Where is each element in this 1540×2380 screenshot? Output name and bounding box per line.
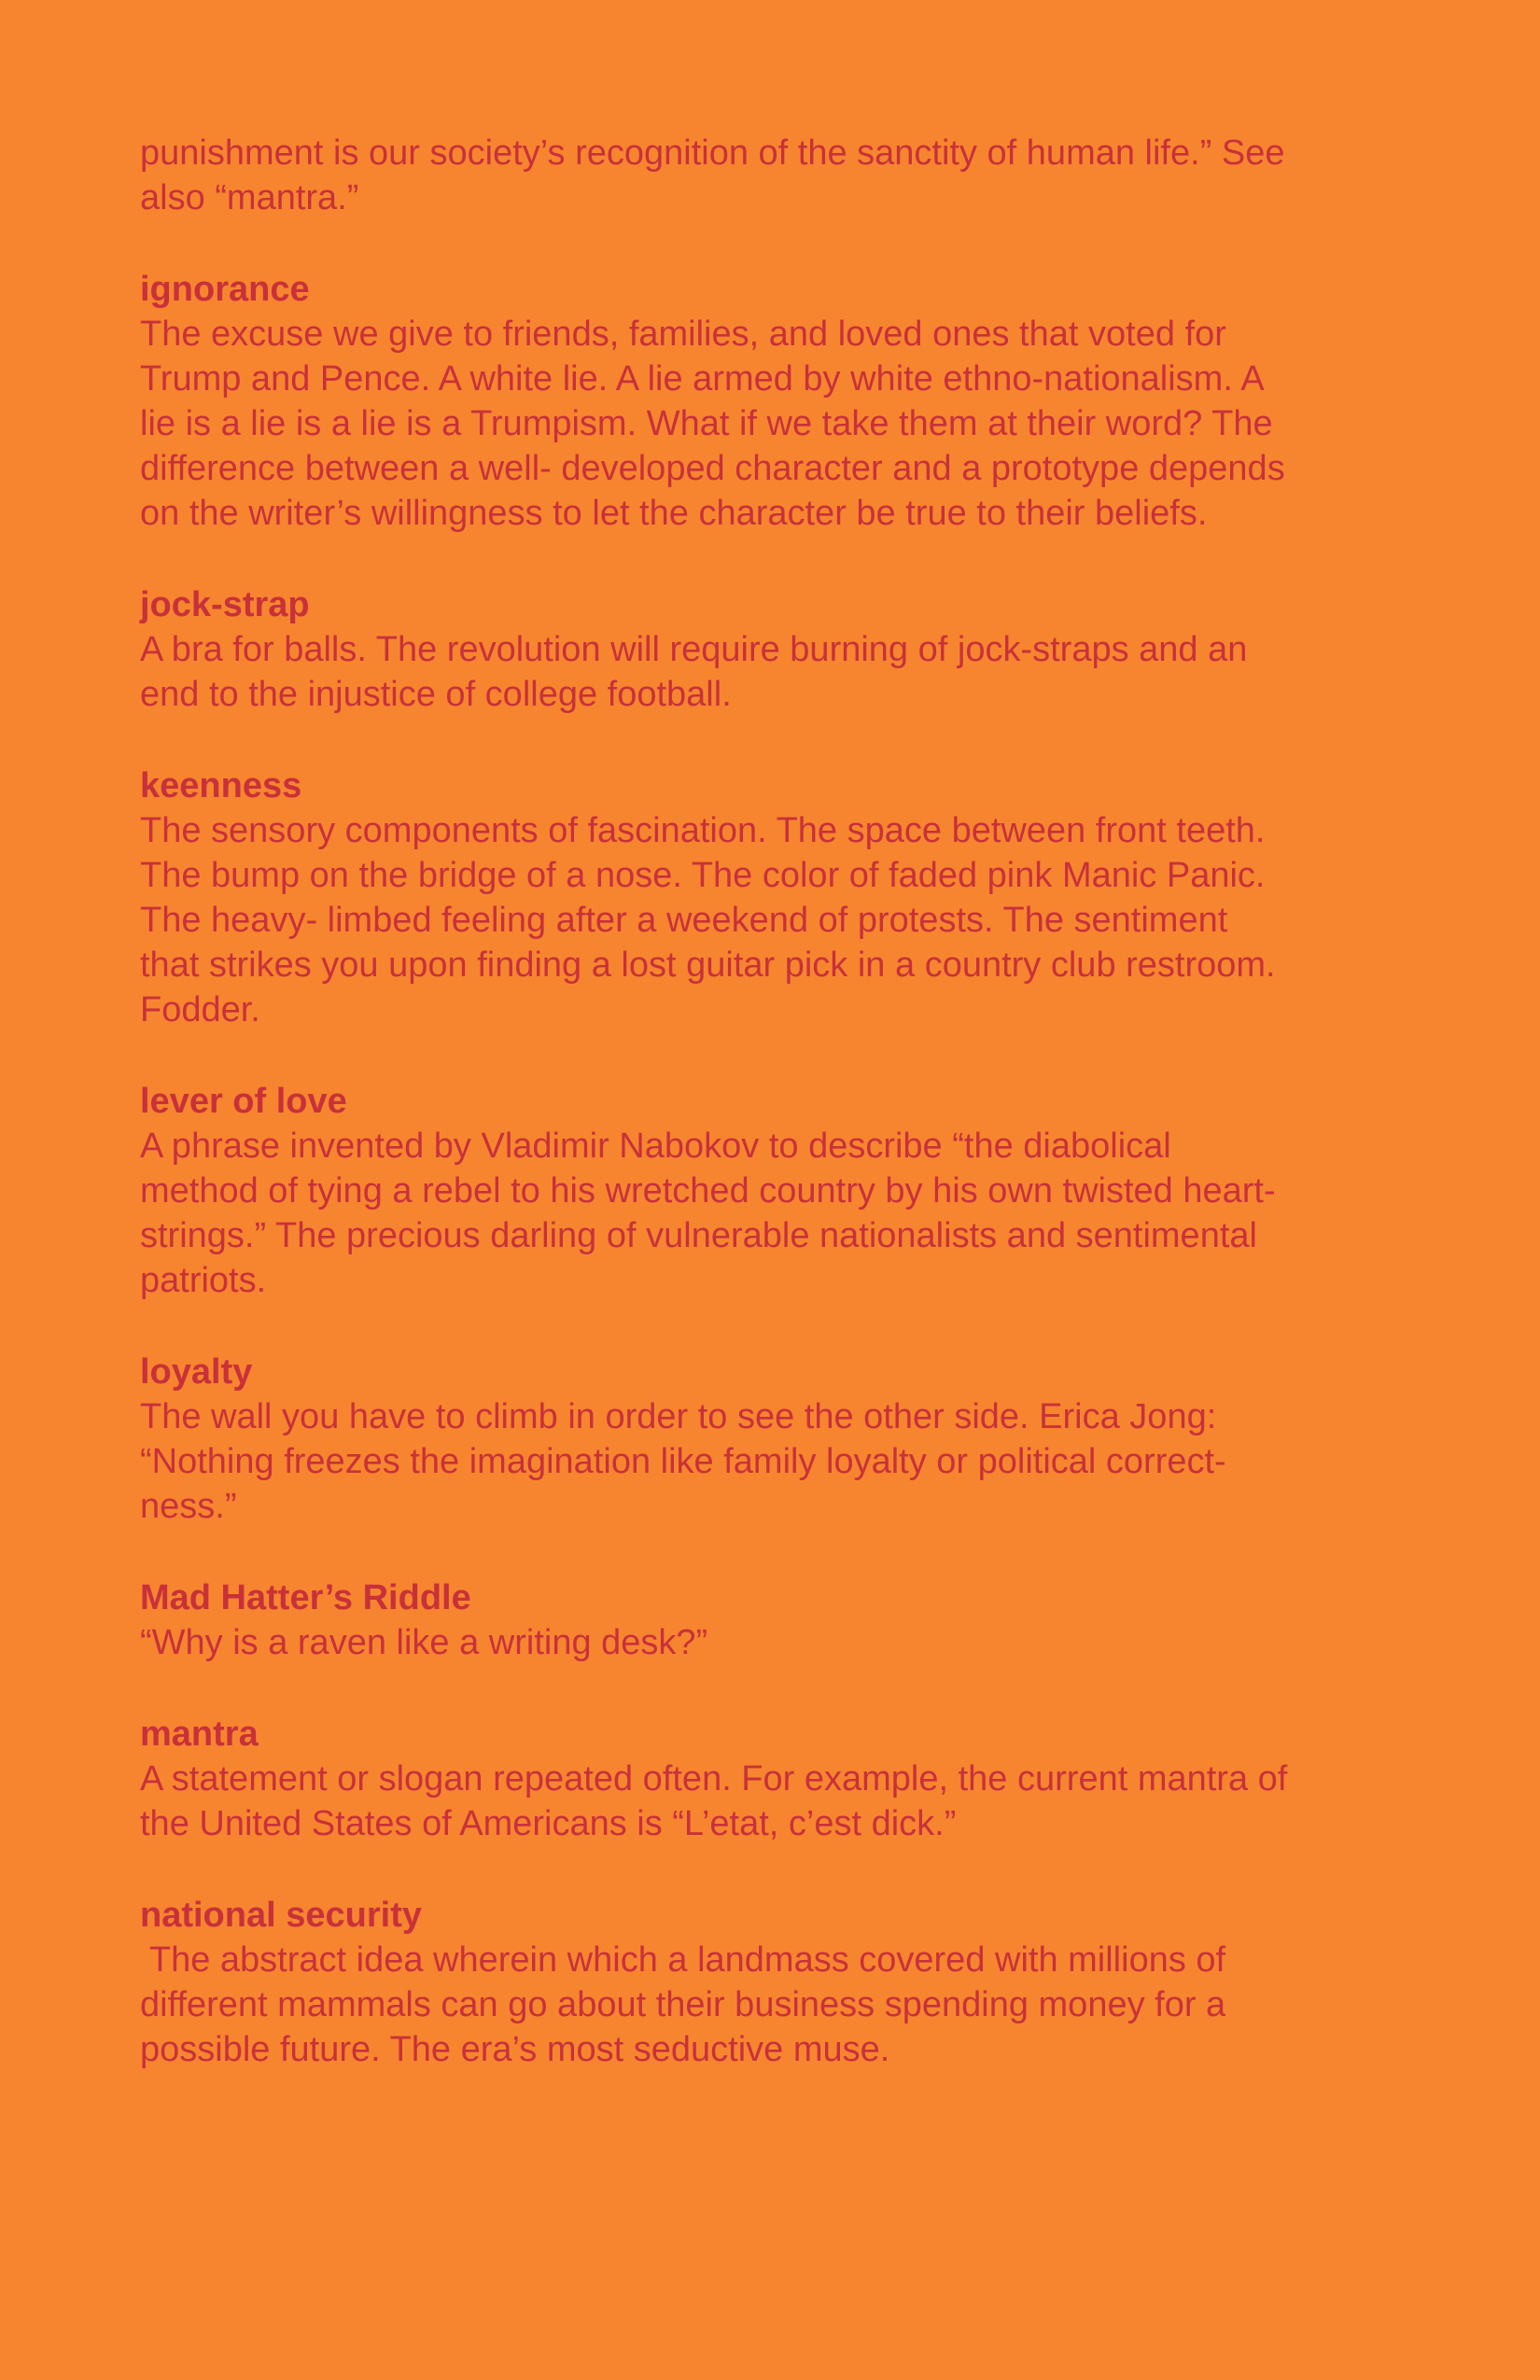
text-line: difference between a well- developed character and a prototype depends bbox=[140, 449, 1285, 488]
text-line: on the writer’s willingness to let the character be true to their beliefs. bbox=[140, 494, 1208, 533]
entry-keenness bbox=[140, 763, 1409, 1032]
text-line: The sensory components of fascination. The space between front teeth. bbox=[140, 811, 1266, 850]
text-line: the United States of Americans is “L’etat, c’est dick.” bbox=[140, 1804, 957, 1843]
entry-definition bbox=[140, 1938, 1409, 2072]
entry-term: loyalty bbox=[140, 1352, 253, 1392]
entry-lever-of-love bbox=[140, 1079, 1409, 1303]
entry-loyalty bbox=[140, 1350, 1409, 1529]
entry-definition bbox=[140, 1124, 1409, 1303]
entry-term: jock-strap bbox=[140, 585, 310, 624]
entry-definition bbox=[140, 1757, 1409, 1846]
entry-definition bbox=[140, 312, 1409, 536]
entry-term: lever of love bbox=[140, 1082, 347, 1121]
text-line: method of tying a rebel to his wretched country by his own twisted heart- bbox=[140, 1171, 1276, 1211]
text-line: A phrase invented by Vladimir Nabokov to describe “the diabolical bbox=[140, 1127, 1171, 1166]
text-line: A bra for balls. The revolution will require burning of jock-straps and an bbox=[140, 630, 1248, 669]
entry-definition bbox=[140, 808, 1409, 1032]
text-line: “Nothing freezes the imagination like family loyalty or political correct- bbox=[140, 1442, 1226, 1481]
text-line: different mammals can go about their business spending money for a bbox=[140, 1985, 1226, 2024]
text-line: A statement or slogan repeated often. For example, the current mantra of bbox=[140, 1759, 1288, 1799]
text-line: Trump and Pence. A white lie. A lie armed by white ethno-nationalism. A bbox=[140, 359, 1265, 399]
text-line: ness.” bbox=[140, 1487, 237, 1526]
text-line: The excuse we give to friends, families, and loved ones that voted for bbox=[140, 315, 1226, 354]
entry-definition bbox=[140, 1620, 1409, 1665]
entry-mad-hatters-riddle bbox=[140, 1575, 1409, 1665]
text-line: also “mantra.” bbox=[140, 178, 359, 217]
text-line: Fodder. bbox=[140, 990, 260, 1029]
entry-term: national security bbox=[140, 1896, 422, 1935]
text-line: The heavy- limbed feeling after a weekend of protests. The sentiment bbox=[140, 901, 1228, 940]
entry-mantra bbox=[140, 1712, 1409, 1846]
entry-definition bbox=[140, 627, 1409, 717]
entry-term: Mad Hatter’s Riddle bbox=[140, 1578, 471, 1617]
text-line: The wall you have to climb in order to see the other side. Erica Jong: bbox=[140, 1397, 1217, 1436]
text-line: patriots. bbox=[140, 1261, 267, 1300]
text-line: possible future. The era’s most seductive muse. bbox=[140, 2030, 890, 2069]
entry-jock-strap bbox=[140, 582, 1409, 717]
entry-national-security bbox=[140, 1893, 1409, 2072]
text-line: punishment is our society’s recognition of the sanctity of human life.” See bbox=[140, 133, 1285, 173]
text-line: that strikes you upon finding a lost guitar pick in a country club restroom. bbox=[140, 945, 1276, 985]
text-line: lie is a lie is a lie is a Trumpism. What if we take them at their word? The bbox=[140, 404, 1273, 443]
entry-definition bbox=[140, 1394, 1409, 1529]
text-line: strings.” The precious darling of vulnerable nationalists and sentimental bbox=[140, 1216, 1257, 1255]
entry-ignorance bbox=[140, 267, 1409, 536]
intro-paragraph bbox=[140, 131, 1409, 220]
text-line: The abstract idea wherein which a landmass covered with millions of bbox=[140, 1940, 1226, 1980]
text-line: “Why is a raven like a writing desk?” bbox=[140, 1623, 708, 1662]
entry-term: keenness bbox=[140, 766, 302, 805]
entry-term: mantra bbox=[140, 1715, 259, 1754]
entry-term: ignorance bbox=[140, 270, 310, 309]
text-line: end to the injustice of college football. bbox=[140, 675, 732, 714]
text-line: The bump on the bridge of a nose. The color of faded pink Manic Panic. bbox=[140, 856, 1266, 895]
